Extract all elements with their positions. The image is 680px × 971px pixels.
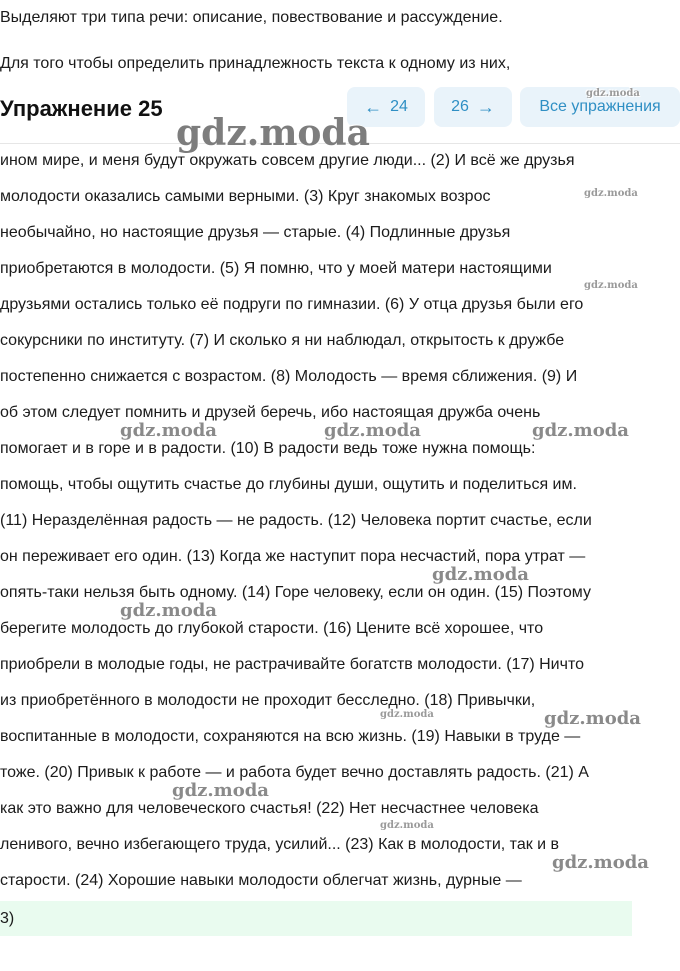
answer-label: 3) xyxy=(0,910,15,927)
text-line: помогает и в горе и в радости. (10) В радости ведь тоже нужна помощь: xyxy=(0,440,536,457)
text-line: молодости оказались самыми верными. (3) Круг знакомых возрос xyxy=(0,188,491,205)
text-line: ленивого, вечно избегающего труда, усилий... (23) Как в молодости, так и в xyxy=(0,836,560,853)
text-line: как это важно для человеческого счастья! (22) Нет несчастнее человека xyxy=(0,800,539,817)
intro-line-1: Выделяют три типа речи: описание, повествование и рассуждение. xyxy=(0,9,503,26)
watermark-logo: gdz.moda xyxy=(432,564,529,585)
text-line: приобрели в молодые годы, не растрачивайте богатств молодости. (17) Ничто xyxy=(0,656,584,673)
header-divider xyxy=(0,143,680,144)
watermark-logo: gdz.moda xyxy=(120,600,217,621)
prev-exercise-label: 24 xyxy=(390,98,408,115)
text-line: старости. (24) Хорошие навыки молодости облегчат жизнь, дурные — xyxy=(0,872,522,889)
exercise-header xyxy=(0,79,680,141)
watermark-logo: gdz.moda xyxy=(544,708,641,729)
text-line: постепенно снижается с возрастом. (8) Молодость — время сближения. (9) И xyxy=(0,368,578,385)
watermark-logo: gdz.moda xyxy=(584,280,638,291)
text-line: он переживает его один. (13) Когда же наступит пора несчастий, пора утрат — xyxy=(0,548,586,565)
watermark-logo: gdz.moda xyxy=(172,780,269,801)
text-line: сокурсники по институту. (7) И сколько я ни наблюдал, открытость к дружбе xyxy=(0,332,565,349)
watermark-logo: gdz.moda xyxy=(586,88,640,99)
watermark-logo: gdz.moda xyxy=(380,709,434,720)
text-line: из приобретённого в молодости не проходит бесследно. (18) Привычки, xyxy=(0,692,536,709)
text-line: (11) Неразделённая радость — не радость. (12) Человека портит счастье, если xyxy=(0,512,592,529)
arrow-right-icon: → xyxy=(476,97,495,117)
intro-line-2: Для того чтобы определить принадлежность текста к одному из них, xyxy=(0,55,511,72)
watermark-logo: gdz.moda xyxy=(380,820,434,831)
watermark-logo: gdz.moda xyxy=(176,112,370,154)
text-line: необычайно, но настоящие друзья — старые. (4) Подлинные друзья xyxy=(0,224,511,241)
text-line: об этом следует помнить и друзей беречь, ибо настоящая дружба очень xyxy=(0,404,541,421)
text-line: опять-таки нельзя быть одному. (14) Горе человеку, если он один. (15) Поэтому xyxy=(0,584,591,601)
next-exercise-button[interactable] xyxy=(434,87,512,127)
text-line: воспитанные в молодости, сохраняются на всю жизнь. (19) Навыки в труде — xyxy=(0,728,581,745)
exercise-title: Упражнение 25 xyxy=(0,96,163,121)
next-exercise-label: 26 xyxy=(451,98,469,115)
text-line: тоже. (20) Привык к работе — и работа будет вечно доставлять радость. (21) А xyxy=(0,764,589,781)
prev-exercise-button[interactable] xyxy=(347,87,425,127)
watermark-logo: gdz.moda xyxy=(552,852,649,873)
watermark-logo: gdz.moda xyxy=(532,420,629,441)
text-line: друзьями остались только её подруги по гимназии. (6) У отца друзья были его xyxy=(0,296,584,313)
arrow-left-icon: ← xyxy=(364,97,383,117)
watermark-logo: gdz.moda xyxy=(120,420,217,441)
text-line: приобретаются в молодости. (5) Я помню, что у моей матери настоящими xyxy=(0,260,552,277)
text-line: ином мире, и меня будут окружать совсем другие люди... (2) И всё же друзья xyxy=(0,152,575,169)
all-exercises-label: Все упражнения xyxy=(539,98,661,115)
answer-row xyxy=(0,901,632,936)
watermark-logo: gdz.moda xyxy=(584,188,638,199)
text-line: берегите молодость до глубокой старости. (16) Цените всё хорошее, что xyxy=(0,620,544,637)
text-line: помощь, чтобы ощутить счастье до глубины души, ощутить и поделиться им. xyxy=(0,476,577,493)
watermark-logo: gdz.moda xyxy=(324,420,421,441)
all-exercises-button[interactable] xyxy=(520,87,680,127)
